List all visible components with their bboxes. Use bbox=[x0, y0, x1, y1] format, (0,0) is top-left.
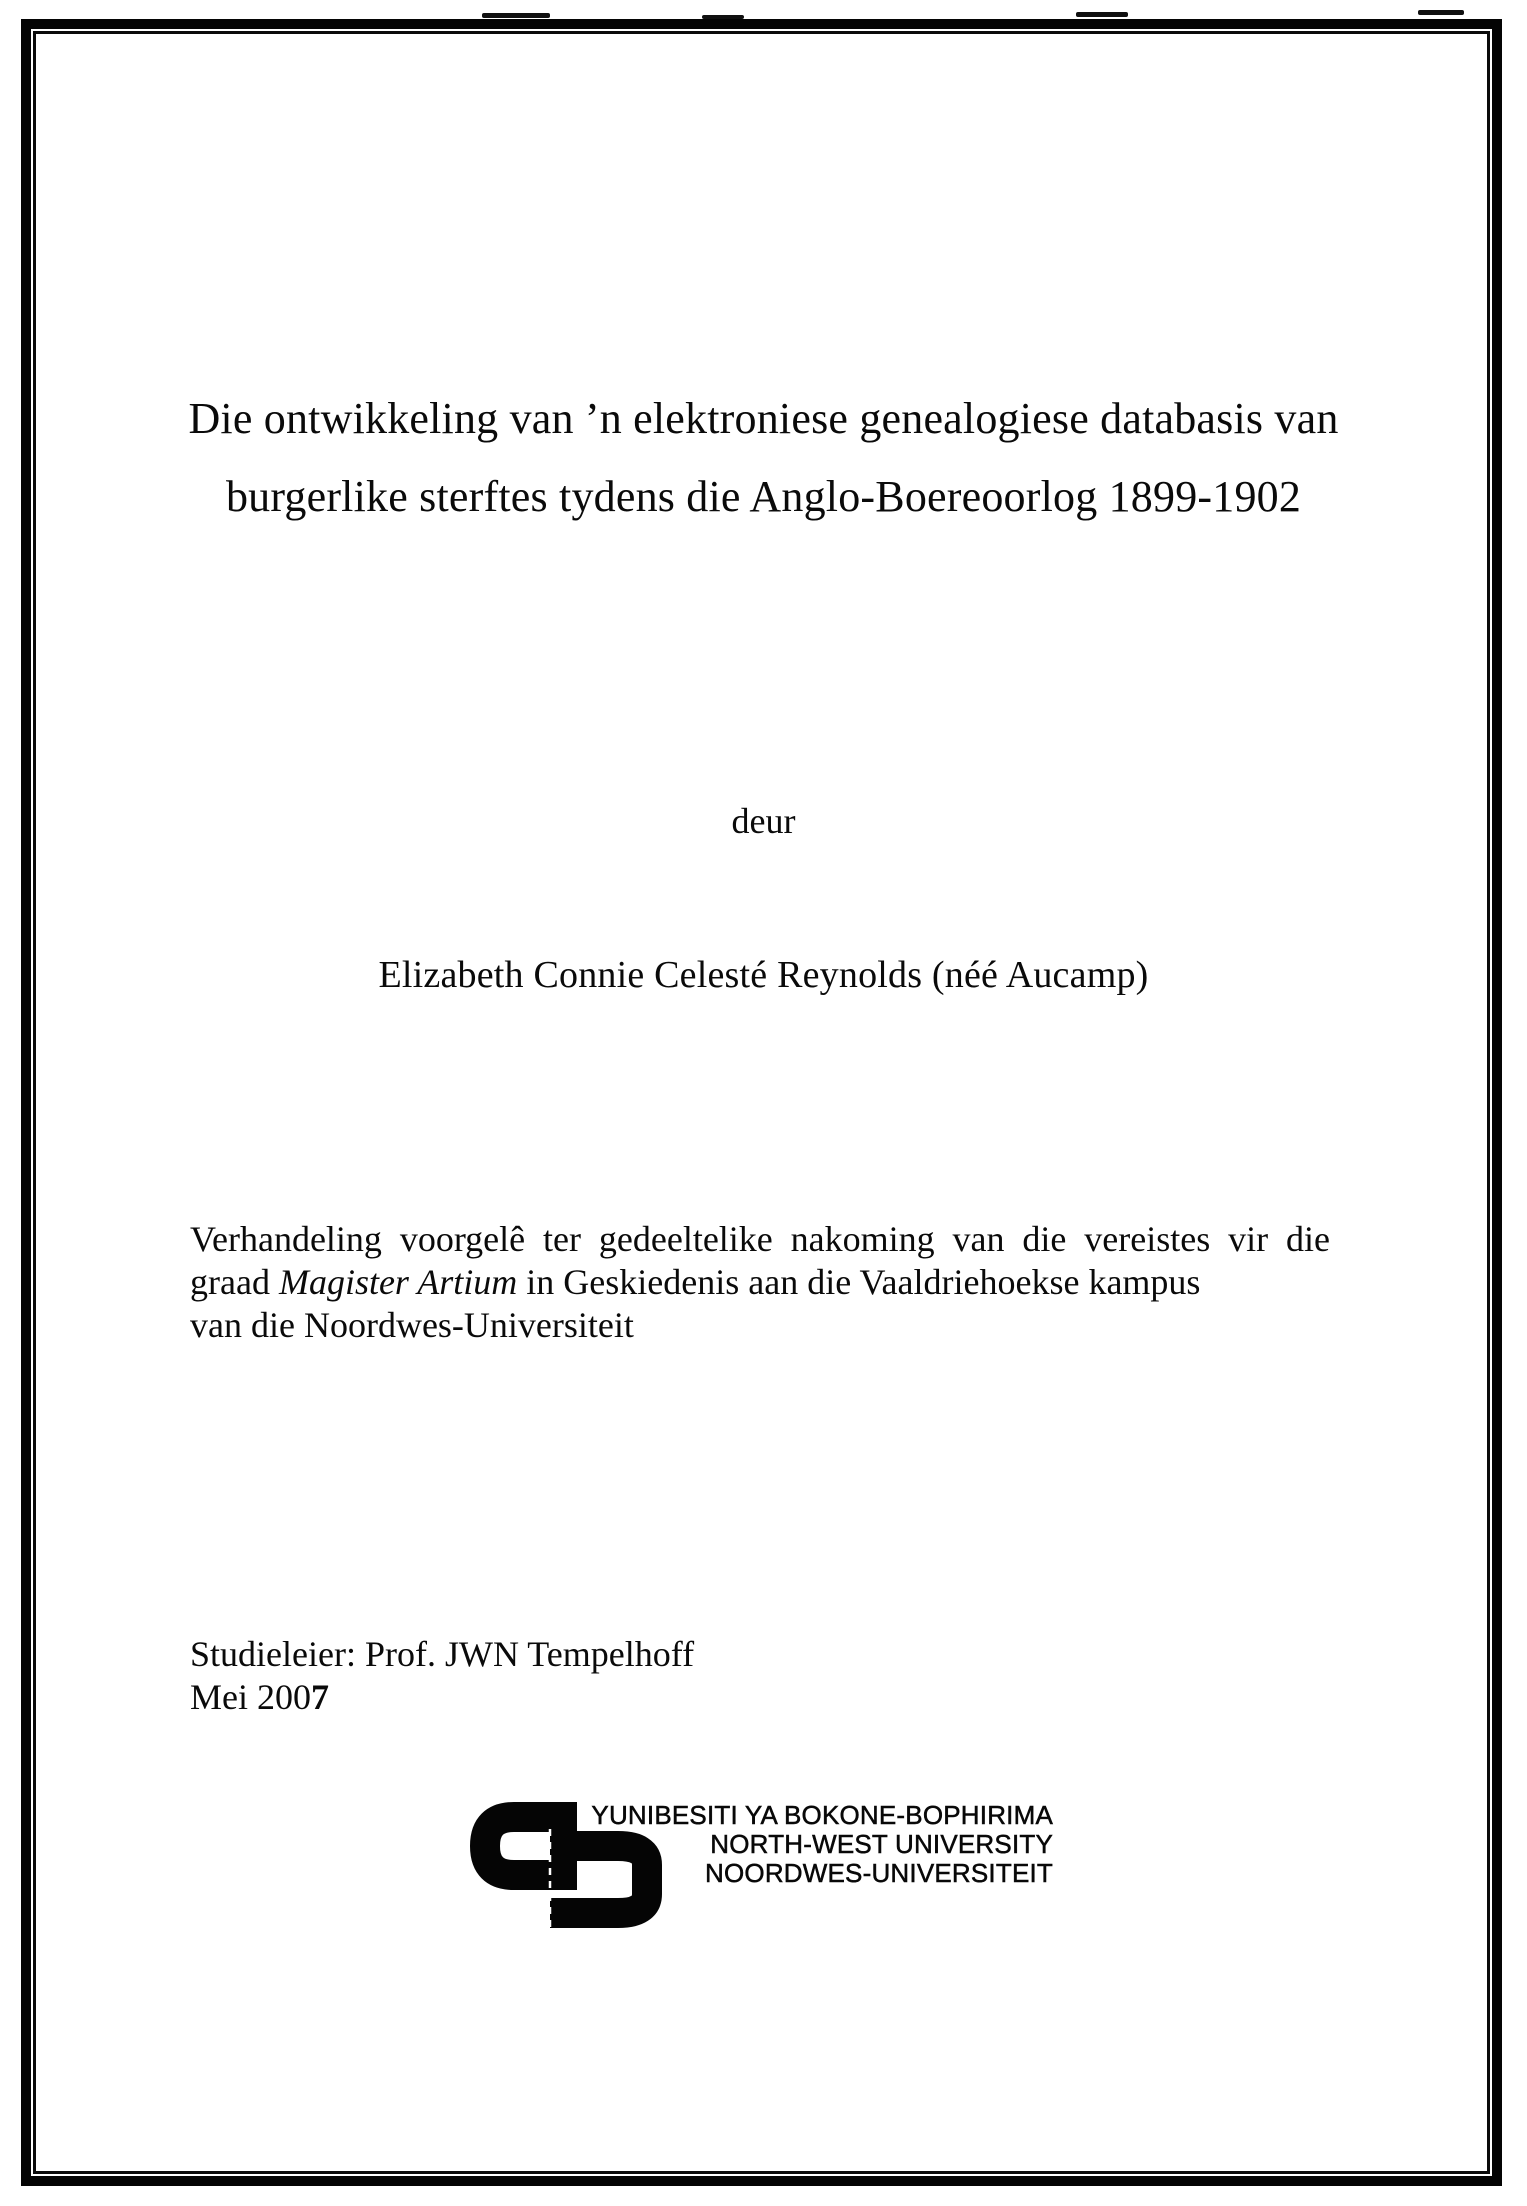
statement-line2-prefix: graad bbox=[190, 1262, 279, 1302]
thesis-title-line1: Die ontwikkeling van ’n elektroniese genealogiese databasis van bbox=[188, 394, 1339, 443]
byline-deur: deur bbox=[731, 801, 796, 841]
statement-line2-suffix: in Geskiedenis aan die Vaaldriehoekse kampus bbox=[517, 1262, 1201, 1302]
date-line bbox=[190, 1676, 694, 1719]
statement-line2 bbox=[190, 1261, 1330, 1304]
scan-artifact bbox=[1418, 10, 1464, 15]
date-prefix: Mei 200 bbox=[190, 1677, 311, 1717]
logo-line-english: NORTH-WEST UNIVERSITY bbox=[710, 1829, 1053, 1859]
statement-line3: van die Noordwes-Universiteit bbox=[190, 1305, 634, 1345]
logo-line-afrikaans: NOORDWES-UNIVERSITEIT bbox=[705, 1858, 1053, 1888]
date-digit-seven: 7 bbox=[311, 1677, 328, 1717]
degree-name-italic: Magister Artium bbox=[278, 1262, 518, 1302]
author-name: Elizabeth Connie Celesté Reynolds (néé Aucamp) bbox=[378, 954, 1149, 996]
supervisor-block bbox=[190, 1633, 694, 1719]
statement-line1: Verhandeling voorgelê ter gedeeltelike nakoming van die vereistes vir die bbox=[190, 1219, 1330, 1259]
thesis-title-line2: burgerlike sterftes tydens die Anglo-Boereoorlog 1899-1902 bbox=[225, 472, 1302, 521]
degree-statement bbox=[190, 1218, 1330, 1347]
nwu-logo-text bbox=[588, 1801, 1053, 1888]
supervisor-line: Studieleier: Prof. JWN Tempelhoff bbox=[190, 1634, 695, 1674]
scan-artifact bbox=[1076, 12, 1128, 17]
thesis-title bbox=[100, 380, 1427, 536]
scan-artifact bbox=[482, 13, 550, 18]
logo-line-setswana: YUNIBESITI YA BOKONE-BOPHIRIMA bbox=[591, 1800, 1053, 1830]
